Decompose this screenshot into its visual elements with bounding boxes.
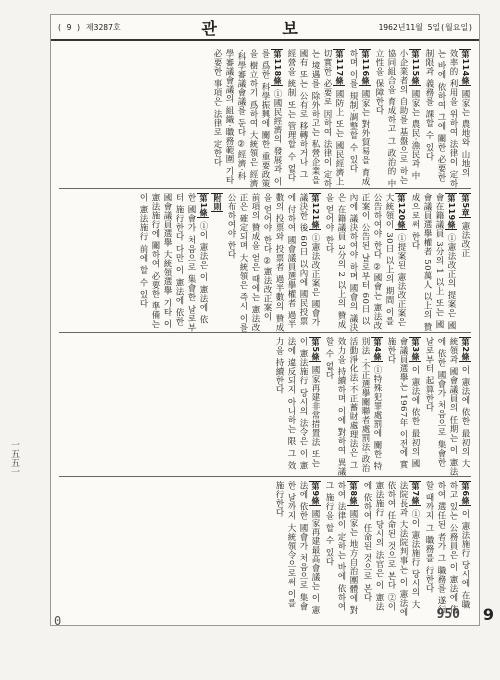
page-number-issue [57, 22, 121, 33]
page-header [51, 15, 479, 41]
footer-stamp: 950 [436, 607, 460, 622]
article-label: 第1條 [199, 194, 208, 218]
footer-left-mark: 0 [54, 614, 62, 628]
article-text: 國防上 또는 國民經濟上 切實한 必要로 因하여 法律이 定하는 境遇를 除外하고는 私營企業을 國有 또는 公有로 移轉하거나 그 經營을 統制 또는 管理할 수 없다 [286, 49, 344, 188]
article-column [323, 481, 359, 617]
article-label: 第5章 [461, 194, 470, 218]
article-column [273, 337, 321, 476]
article-label: 第6條 [461, 482, 470, 506]
article-column [285, 49, 345, 188]
article-column [423, 481, 471, 617]
article-text: 國家는 農地와 山地의 效率的 利用을 위하여 法律이 定하는 바에 依하여 그에 關한 必要한 制限과 義務를 課할 수 있다 [424, 49, 470, 188]
article-text: 國家再建最高會議는 이 憲法에 依한 國會가 처음으로 集會한 날까지 大統領令으로써 이를 施行한다 [274, 481, 320, 615]
article-label: 第2條 [461, 338, 470, 362]
article-label: 第119條 [447, 194, 456, 230]
article-label: 第115條 [411, 50, 420, 86]
article-column [409, 193, 457, 332]
article-text: 國家는 地方自治團體에 對하여 法律이 定하는 바에 依하여 그 施行을 할 수 있다 [324, 481, 358, 615]
article-label: 第116條 [361, 50, 370, 86]
article-label: 第120條 [397, 194, 406, 230]
article-column [211, 193, 223, 332]
article-column [211, 49, 283, 188]
article-text: 이 憲法施行 당시에 在職하고 있는 公務員은 이 憲法에 依하여 選任된 者가 그 職務를 遂行할 때까지 그 職務를 行한다 [424, 481, 470, 615]
footer-page-number: 9 [482, 605, 494, 624]
article-column [347, 49, 371, 188]
article-column [423, 337, 471, 476]
article-text: ①憲法改正案은 國會가 議決한 後 60日 以內에 國民投票에 付하여 國會議員選擧權者 過半數의 投票와 投票者 過半數의 贊成을 얻어야 한다 ②憲法改正案이 前項의 贊成을 얻은 때에는 憲法改正은 確定되며 大統領은 즉시 이를 公布하여야 한다 [226, 193, 320, 332]
article-column [423, 49, 471, 188]
tier-2 [59, 193, 471, 333]
tier-4 [59, 481, 471, 617]
gazette-title: 관 보 [201, 18, 328, 38]
article-label: 第7條 [411, 482, 420, 506]
article-column [373, 49, 421, 188]
article-label: 第121條 [311, 194, 320, 230]
article-column [459, 193, 471, 332]
article-column [323, 193, 407, 332]
article-label: 第114條 [461, 50, 470, 86]
article-label: 第117條 [335, 50, 344, 86]
article-label: 附則 [213, 194, 222, 211]
article-text: ①特殊犯罪處罰에 關한 特別法 ·不正選擧關聯者處罰法·政治活動淨化法·不正蓄財處理法은 그 效力을 持續하며 이에 對하여 異議할 수 없다 [324, 337, 382, 476]
article-text: 이 憲法에 依한 最初의 國會議員選擧는 1967年 이전에 實施한다 [386, 337, 420, 470]
article-column [137, 193, 209, 332]
article-label: 第4條 [373, 338, 382, 362]
article-text: ①이 憲法은 이 憲法에 依한 國會가 처음으로 集會한 날로부터 施行한다 다만 이 憲法에 依한 國會議員選擧 大統領選擧 기타 이 憲法施行에 關하여 必要한 準備는 이 憲法施行 前에 할 수 있다 [138, 193, 208, 332]
article-text: ①이 憲法施行 당시의 大法院長과 大法院判事는 이 憲法에 依하여 任命된 것으로 본다 ②이 憲法施行 당시의 法官은 이 憲法에 依하여 任命된 것으로 본다 [362, 481, 420, 617]
article-label: 第8條 [349, 482, 358, 506]
issue-number: 제3287호 [85, 22, 121, 32]
article-label: 第118條 [273, 50, 282, 86]
article-text: 國家는 對外貿易을 育成하며 이를 規制·調整할 수 있다 [348, 49, 370, 186]
article-text: 國家再建非常措置法 또는 이 憲法施行 당시의 法令은 이 憲法에 違反되지 아니하는 限 그 效力을 持續한다 [274, 337, 320, 471]
tier-1 [59, 49, 471, 189]
article-text: 憲法改正 [460, 218, 470, 258]
tier-3 [59, 337, 471, 477]
article-text: 이 憲法에 依한 最初의 大統領과 國會議員의 任期는 이 憲法에 依한 國會가 처음으로 集會한 날로부터 起算한다 [424, 337, 470, 476]
article-text: ①憲法改正의 提案은 國會在籍議員 3分의 1 以上 또는 國會議員選擧權者 50萬人 以上의 贊成으로써 한다 [410, 193, 456, 332]
article-column [323, 337, 383, 476]
gazette-page [50, 14, 480, 626]
article-column [385, 337, 421, 476]
article-column [361, 481, 421, 617]
article-label: 第5條 [311, 338, 320, 362]
article-text: ①提案된 憲法改正案은 大統領이 30日 以上의 期間 이를 公告하여야 한다 ②國會는 憲法改正案이 公告된 날로부터 60日 以內에 議決하여야 하며 國會의 議決은 在籍議員 3分의 2 以上의 贊成을 얻어야 한다 [324, 193, 406, 332]
issue-date: 1962년11월 5일(월요일) [378, 22, 473, 32]
page-number: ( 9 ) [57, 22, 82, 32]
side-page-mark: 一五五一 [9, 440, 19, 476]
article-column [273, 481, 321, 617]
article-label: 第3條 [411, 338, 420, 362]
article-column [225, 193, 321, 332]
article-label: 第9條 [311, 482, 320, 506]
article-text: ①國民經濟의 發展과 이를 爲한 科學振興에 關한 重要政策을 樹立하기 爲하여 大統領은 經濟·科學審議會議를 둔다 ②經濟·科學審議會議의 組織·職務範圍 기타 必要한 事項은 法律로 定한다 [212, 49, 282, 188]
article-text: 國家는 農民·漁民과 中小企業者의 自助를 基盤으로 하는 協同組合을 育成하고 그 政治的 中立性을 保障한다 [374, 49, 420, 188]
